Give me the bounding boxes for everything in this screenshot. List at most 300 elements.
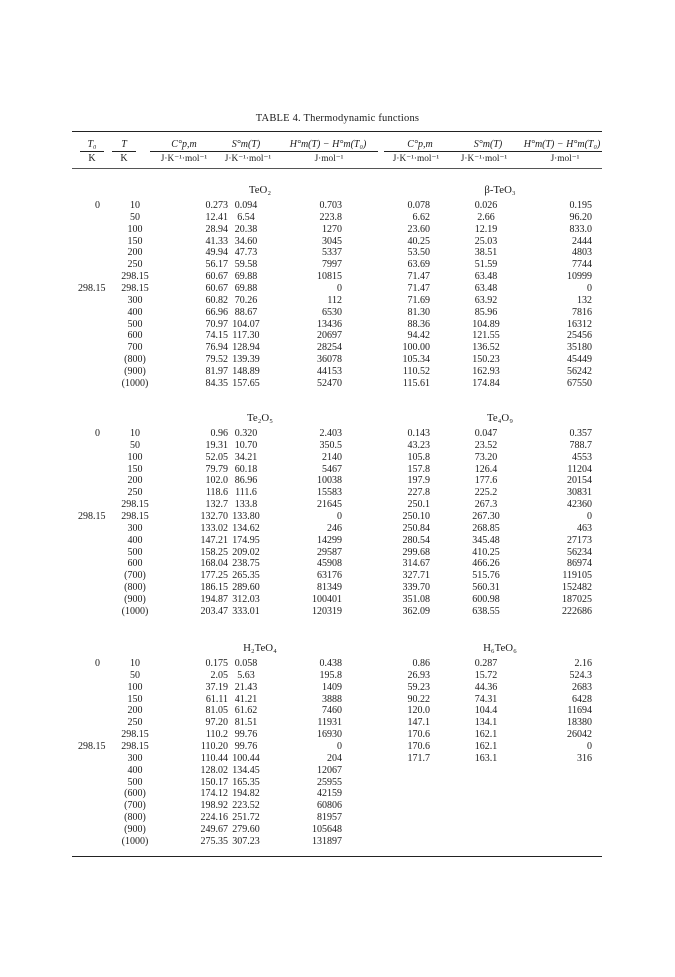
cp-cell: 70.97: [205, 318, 228, 330]
h-cell: 25955: [317, 776, 342, 788]
cp-cell: 49.94: [205, 247, 228, 259]
t-cell: 600: [127, 330, 143, 342]
cp-cell: 56.17: [205, 259, 228, 271]
header-s2: S°m(T): [473, 139, 503, 150]
left-compound-label: H₂TeO₄: [243, 642, 277, 654]
s-cell: 333.01: [232, 605, 260, 617]
t-cell: 250: [127, 717, 143, 729]
s2-cell: 104.89: [472, 318, 500, 330]
h-cell: 63176: [317, 570, 342, 582]
s2-cell: 267.3: [474, 499, 498, 511]
cp-cell: 81.05: [205, 705, 228, 717]
cp2-cell: 351.08: [402, 593, 430, 605]
s-cell: 59.58: [234, 259, 258, 271]
h-cell: 44153: [317, 365, 342, 377]
s-cell: 34.21: [234, 451, 258, 463]
cp2-cell: 71.47: [407, 271, 430, 283]
s-cell: 174.95: [232, 534, 260, 546]
t-cell: 10: [130, 658, 140, 669]
s-cell: 194.82: [232, 788, 260, 800]
cp-cell: 52.05: [205, 451, 228, 463]
s-cell: 0.058: [234, 658, 258, 669]
s2-cell: 150.23: [472, 354, 500, 366]
h2-cell: 0.195: [569, 200, 592, 211]
table-row: [0, 788, 675, 799]
cp2-cell: 59.23: [407, 681, 430, 693]
s-cell: 86.96: [234, 475, 258, 487]
h-cell: 204: [327, 752, 342, 764]
h2-cell: 16312: [567, 318, 592, 330]
h2-cell: 4553: [572, 451, 592, 463]
cp2-cell: 43.23: [407, 439, 430, 451]
table-row: [0, 694, 675, 705]
h2-cell: 45449: [567, 354, 592, 366]
cp-cell: 79.79: [205, 463, 228, 475]
t-cell: 300: [127, 522, 143, 534]
cp-cell: 275.35: [200, 835, 228, 847]
t-cell: 10: [130, 428, 140, 439]
h2-cell: 67550: [567, 377, 592, 389]
h2-cell: 2683: [572, 681, 592, 693]
s2-cell: 600.98: [472, 593, 500, 605]
s-cell: 279.60: [232, 823, 260, 835]
cp-cell: 150.17: [200, 776, 228, 788]
cp2-cell: 327.71: [402, 570, 430, 582]
header-divider: [112, 151, 136, 152]
t0-cell: 0: [95, 658, 100, 669]
h2-cell: 7744: [572, 259, 592, 271]
t-cell: 50: [130, 211, 140, 223]
table-row: [0, 523, 675, 534]
t-cell: 10: [130, 200, 140, 211]
table-row: [0, 717, 675, 728]
h2-cell: 4803: [572, 247, 592, 259]
cp-cell: 249.67: [200, 823, 228, 835]
s2-cell: 515.76: [472, 570, 500, 582]
header-cp: C°p,m: [171, 139, 197, 150]
s-cell: 209.02: [232, 546, 260, 558]
t-cell: (700): [124, 570, 146, 582]
cp-cell: 147.21: [200, 534, 228, 546]
table-row: [0, 777, 675, 788]
s2-cell: 162.1: [474, 740, 498, 752]
cp2-cell: 250.84: [402, 522, 430, 534]
cp-cell: 0.175: [205, 658, 228, 669]
cp-cell: 81.97: [205, 365, 228, 377]
table-row: [0, 658, 675, 669]
cp2-cell: 0.143: [407, 428, 430, 439]
s-cell: 128.94: [232, 342, 260, 354]
h-cell: 21645: [317, 499, 342, 511]
h2-cell: 7816: [572, 306, 592, 318]
cp-cell: 0.273: [205, 200, 228, 211]
h2-cell: 187025: [562, 593, 592, 605]
table-title: TABLE 4. Thermodynamic functions: [255, 113, 420, 124]
s2-cell: 267.30: [472, 510, 500, 522]
table-row: [0, 212, 675, 223]
t-cell: 298.15: [121, 271, 149, 283]
t-cell: 200: [127, 475, 143, 487]
h-cell: 12067: [317, 764, 342, 776]
table-row: [0, 487, 675, 498]
cp2-cell: 81.30: [407, 306, 430, 318]
h2-cell: 42360: [567, 499, 592, 511]
s2-cell: 51.59: [474, 259, 498, 271]
s2-cell: 0.287: [474, 658, 498, 669]
h2-cell: 0.357: [569, 428, 592, 439]
h2-cell: 86974: [567, 558, 592, 570]
h2-cell: 0: [587, 282, 592, 294]
t-cell: (900): [124, 823, 146, 835]
h2-cell: 96.20: [569, 211, 592, 223]
cp-cell: 132.70: [200, 510, 228, 522]
table-row: [0, 582, 675, 593]
s2-cell: 73.20: [474, 451, 498, 463]
s2-cell: 0.026: [474, 200, 498, 211]
h-cell: 11931: [317, 717, 342, 729]
table-row: [0, 452, 675, 463]
h2-cell: 35180: [567, 342, 592, 354]
t-cell: 50: [130, 439, 140, 451]
header-t0-unit: K: [88, 153, 96, 164]
right-compound-label: H₆TeO₆: [483, 642, 517, 654]
t-cell: 250: [127, 487, 143, 499]
header-divider: [150, 151, 378, 152]
t0-cell: 0: [95, 200, 100, 211]
h-cell: 28254: [317, 342, 342, 354]
cp2-cell: 157.8: [407, 463, 430, 475]
cp2-cell: 170.6: [407, 740, 430, 752]
h-cell: 29587: [317, 546, 342, 558]
cp2-cell: 147.1: [407, 717, 430, 729]
cp-cell: 28.94: [205, 223, 228, 235]
s2-cell: 63.92: [474, 294, 498, 306]
h-cell: 246: [327, 522, 342, 534]
s2-cell: 121.55: [472, 330, 500, 342]
cp2-cell: 71.47: [407, 282, 430, 294]
s2-cell: 466.26: [472, 558, 500, 570]
s-cell: 157.65: [232, 377, 260, 389]
bottom-rule: [72, 856, 602, 857]
cp-cell: 177.25: [200, 570, 228, 582]
table-row: [0, 236, 675, 247]
t-cell: 100: [127, 681, 143, 693]
cp-cell: 37.19: [205, 681, 228, 693]
cp2-cell: 88.36: [407, 318, 430, 330]
cp-cell: 158.25: [200, 546, 228, 558]
s-cell: 133.80: [232, 510, 260, 522]
s2-cell: 136.52: [472, 342, 500, 354]
cp-cell: 110.2: [205, 729, 228, 741]
s-cell: 69.88: [234, 271, 258, 283]
h-cell: 10815: [317, 271, 342, 283]
table-row: [0, 812, 675, 823]
s-cell: 251.72: [232, 812, 260, 824]
cp-cell: 60.67: [205, 282, 228, 294]
cp2-cell: 362.09: [402, 605, 430, 617]
cp2-cell: 105.34: [402, 354, 430, 366]
t-cell: 298.15: [121, 499, 149, 511]
cp2-cell: 339.70: [402, 582, 430, 594]
s-cell: 289.60: [232, 582, 260, 594]
s-cell: 69.88: [234, 282, 258, 294]
cp2-cell: 0.86: [412, 658, 430, 669]
header-h: H°m(T) − H°m(T₀): [289, 139, 367, 150]
cp2-cell: 94.42: [407, 330, 430, 342]
t-cell: 150: [127, 693, 143, 705]
s2-cell: 177.6: [474, 475, 498, 487]
cp-cell: 186.15: [200, 582, 228, 594]
t-cell: (900): [124, 365, 146, 377]
h-cell: 2140: [322, 451, 342, 463]
t-cell: (800): [124, 354, 146, 366]
table-row: [0, 682, 675, 693]
cp-cell: 174.12: [200, 788, 228, 800]
left-compound-label: Te₂O₅: [247, 412, 273, 424]
cp2-cell: 53.50: [407, 247, 430, 259]
s-cell: 134.62: [232, 522, 260, 534]
header-cp2: C°p,m: [407, 139, 433, 150]
cp-cell: 102.0: [205, 475, 228, 487]
h-cell: 60806: [317, 800, 342, 812]
t-cell: 400: [127, 534, 143, 546]
cp-cell: 198.92: [200, 800, 228, 812]
h2-cell: 18380: [567, 717, 592, 729]
t-cell: (600): [124, 788, 146, 800]
s2-cell: 2.66: [477, 211, 495, 223]
h-cell: 2.403: [319, 428, 342, 439]
cp2-cell: 26.93: [407, 669, 430, 681]
t-cell: 600: [127, 558, 143, 570]
cp-cell: 132.7: [205, 499, 228, 511]
t-cell: 250: [127, 259, 143, 271]
t-cell: 50: [130, 669, 140, 681]
s2-cell: 74.31: [474, 693, 498, 705]
table-row: [0, 547, 675, 558]
cp2-cell: 71.69: [407, 294, 430, 306]
table-row: [0, 224, 675, 235]
t-cell: 100: [127, 223, 143, 235]
s2-cell: 104.4: [474, 705, 498, 717]
h-cell: 3888: [322, 693, 342, 705]
header-h2: H°m(T) − H°m(T₀): [523, 139, 601, 150]
left-compound-label: TeO₂: [248, 184, 272, 196]
table-row: [0, 200, 675, 211]
table-row: [0, 705, 675, 716]
t0-cell: 298.15: [78, 740, 106, 752]
s2-cell: 134.1: [474, 717, 498, 729]
s-cell: 148.89: [232, 365, 260, 377]
table-row: [0, 464, 675, 475]
table-row: [0, 753, 675, 764]
cp2-cell: 105.8: [407, 451, 430, 463]
cp-cell: 76.94: [205, 342, 228, 354]
cp2-cell: 90.22: [407, 693, 430, 705]
t-cell: 150: [127, 463, 143, 475]
s2-cell: 63.48: [474, 282, 498, 294]
t-cell: (1000): [121, 835, 149, 847]
t-cell: 298.15: [121, 510, 149, 522]
table-row: [0, 670, 675, 681]
header-cp2-unit: J·K⁻¹·mol⁻¹: [392, 154, 440, 164]
header-s-unit: J·K⁻¹·mol⁻¹: [224, 154, 272, 164]
h-cell: 0.703: [319, 200, 342, 211]
s-cell: 134.45: [232, 764, 260, 776]
h2-cell: 152482: [562, 582, 592, 594]
s-cell: 6.54: [237, 211, 255, 223]
t-cell: 298.15: [121, 282, 149, 294]
h2-cell: 833.0: [569, 223, 592, 235]
t-cell: 150: [127, 235, 143, 247]
h2-cell: 0: [587, 510, 592, 522]
h2-cell: 25456: [567, 330, 592, 342]
s2-cell: 25.03: [474, 235, 498, 247]
t-cell: (900): [124, 593, 146, 605]
h-cell: 0: [337, 282, 342, 294]
cp-cell: 97.20: [205, 717, 228, 729]
table-row: [0, 307, 675, 318]
s2-cell: 560.31: [472, 582, 500, 594]
h-cell: 131897: [312, 835, 342, 847]
cp2-cell: 299.68: [402, 546, 430, 558]
cp-cell: 203.47: [200, 605, 228, 617]
cp-cell: 2.05: [210, 669, 228, 681]
table-row: [0, 283, 675, 294]
cp-cell: 74.15: [205, 330, 228, 342]
h-cell: 14299: [317, 534, 342, 546]
table-row: [0, 499, 675, 510]
table-row: [0, 259, 675, 270]
s-cell: 100.44: [232, 752, 260, 764]
h2-cell: 0: [587, 740, 592, 752]
s-cell: 88.67: [234, 306, 258, 318]
s2-cell: 162.93: [472, 365, 500, 377]
table-row: [0, 366, 675, 377]
header-divider: [80, 151, 104, 152]
table-row: [0, 594, 675, 605]
s-cell: 41.21: [234, 693, 258, 705]
cp2-cell: 170.6: [407, 729, 430, 741]
s-cell: 20.38: [234, 223, 258, 235]
h2-cell: 20154: [567, 475, 592, 487]
s2-cell: 0.047: [474, 428, 498, 439]
h-cell: 350.5: [319, 439, 342, 451]
s-cell: 312.03: [232, 593, 260, 605]
s-cell: 265.35: [232, 570, 260, 582]
table-row: [0, 741, 675, 752]
s2-cell: 85.96: [474, 306, 498, 318]
s2-cell: 268.85: [472, 522, 500, 534]
h-cell: 0.438: [319, 658, 342, 669]
h2-cell: 2.16: [574, 658, 592, 669]
h2-cell: 119105: [562, 570, 592, 582]
h-cell: 0: [337, 740, 342, 752]
h-cell: 10038: [317, 475, 342, 487]
cp-cell: 110.44: [200, 752, 228, 764]
s-cell: 223.52: [232, 800, 260, 812]
s2-cell: 44.36: [474, 681, 498, 693]
header-t0: T₀: [87, 139, 97, 150]
h2-cell: 316: [577, 752, 592, 764]
s2-cell: 38.51: [474, 247, 498, 259]
t-cell: (1000): [121, 605, 149, 617]
cp2-cell: 23.60: [407, 223, 430, 235]
h-cell: 105648: [312, 823, 342, 835]
table-row: [0, 440, 675, 451]
h2-cell: 27173: [567, 534, 592, 546]
header-s: S°m(T): [231, 139, 261, 150]
h-cell: 3045: [322, 235, 342, 247]
right-compound-label: β-TeO₃: [484, 184, 516, 196]
s-cell: 117.30: [232, 330, 260, 342]
t0-cell: 0: [95, 428, 100, 439]
s-cell: 0.094: [234, 200, 258, 211]
s2-cell: 174.84: [472, 377, 500, 389]
header-divider: [384, 151, 602, 152]
table-row: [0, 606, 675, 617]
t-cell: 300: [127, 294, 143, 306]
cp-cell: 224.16: [200, 812, 228, 824]
cp2-cell: 6.62: [412, 211, 430, 223]
s-cell: 0.320: [234, 428, 258, 439]
h-cell: 6530: [322, 306, 342, 318]
table-row: [0, 295, 675, 306]
t-cell: 400: [127, 764, 143, 776]
s-cell: 60.18: [234, 463, 258, 475]
table-row: [0, 800, 675, 811]
h-cell: 13436: [317, 318, 342, 330]
h-cell: 15583: [317, 487, 342, 499]
s-cell: 47.73: [234, 247, 258, 259]
h2-cell: 10999: [567, 271, 592, 283]
t-cell: 200: [127, 705, 143, 717]
s2-cell: 126.4: [474, 463, 498, 475]
cp-cell: 12.41: [205, 211, 228, 223]
h-cell: 7460: [322, 705, 342, 717]
t-cell: (800): [124, 582, 146, 594]
header-h-unit: J·mol⁻¹: [314, 154, 344, 164]
cp-cell: 41.33: [205, 235, 228, 247]
t-cell: 298.15: [121, 729, 149, 741]
cp-cell: 0.96: [210, 428, 228, 439]
table-row: [0, 511, 675, 522]
h-cell: 1270: [322, 223, 342, 235]
cp2-cell: 227.8: [407, 487, 430, 499]
h-cell: 112: [327, 294, 342, 306]
cp2-cell: 314.67: [402, 558, 430, 570]
s-cell: 104.07: [232, 318, 260, 330]
header-s2-unit: J·K⁻¹·mol⁻¹: [460, 154, 508, 164]
s-cell: 111.6: [235, 487, 257, 499]
s-cell: 10.70: [234, 439, 258, 451]
table-row: [0, 836, 675, 847]
t0-cell: 298.15: [78, 282, 106, 294]
s-cell: 238.75: [232, 558, 260, 570]
header-cp-unit: J·K⁻¹·mol⁻¹: [160, 154, 208, 164]
h-cell: 120319: [312, 605, 342, 617]
h-cell: 16930: [317, 729, 342, 741]
s-cell: 133.8: [234, 499, 258, 511]
h-cell: 0: [337, 510, 342, 522]
right-compound-label: Te₄O₉: [487, 412, 513, 424]
cp2-cell: 0.078: [407, 200, 430, 211]
t-cell: 298.15: [121, 740, 149, 752]
h2-cell: 6428: [572, 693, 592, 705]
cp-cell: 79.52: [205, 354, 228, 366]
s-cell: 70.26: [234, 294, 258, 306]
h-cell: 5467: [322, 463, 342, 475]
table-row: [0, 247, 675, 258]
